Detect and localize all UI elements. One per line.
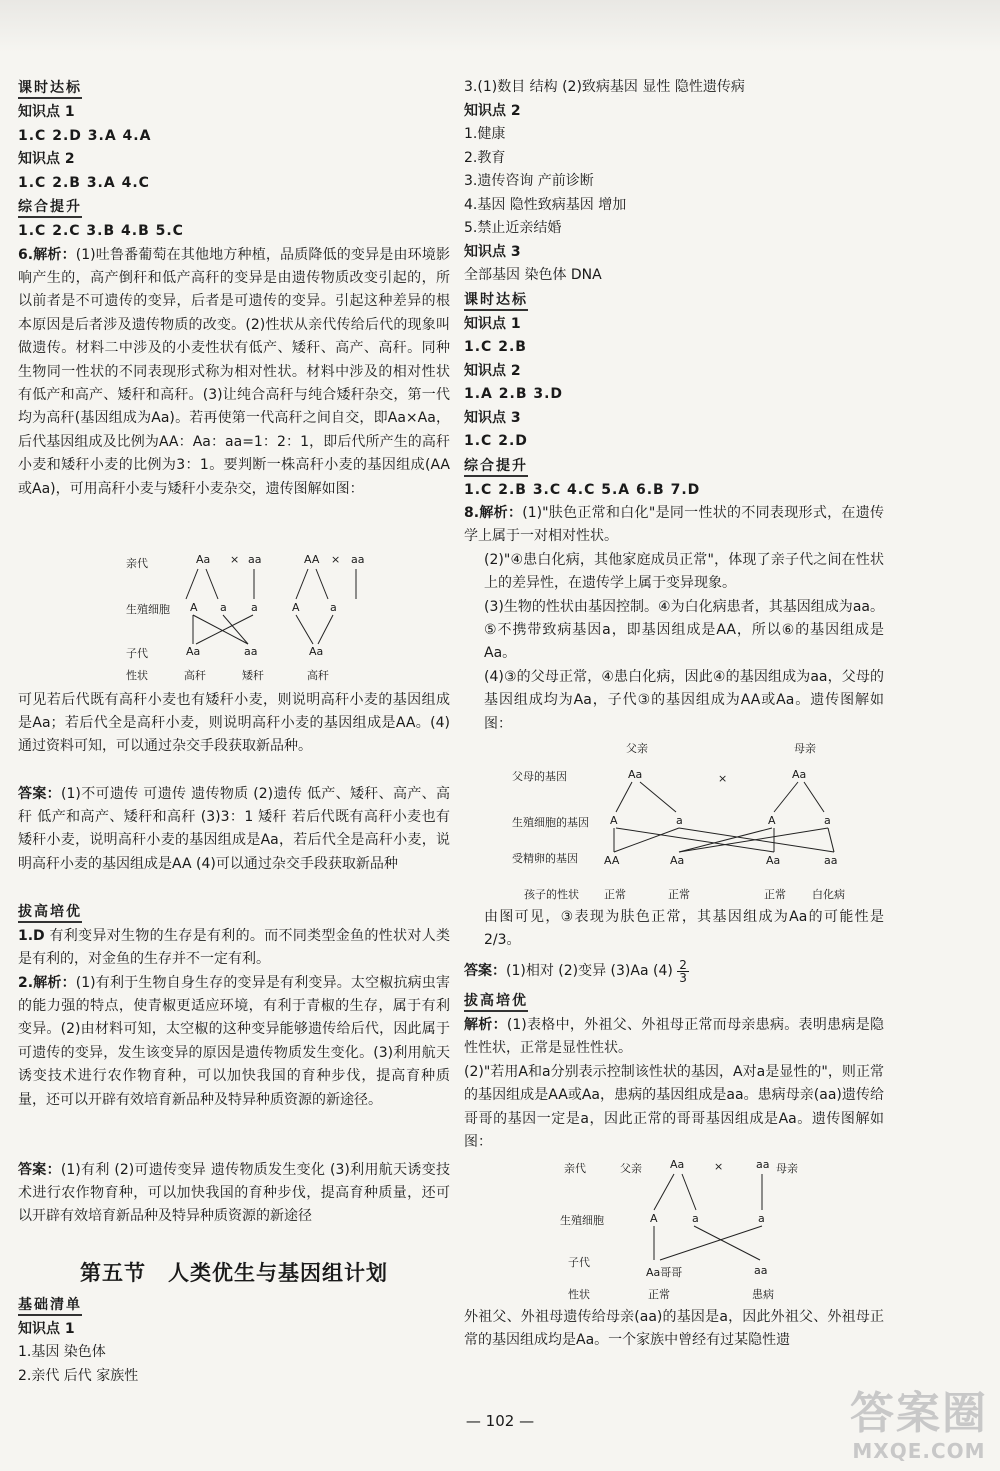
zygote-genotype: AA (604, 854, 620, 867)
extension-explanation: 解析：(1)表格中，外祖父、外祖母正常而母亲患病。表明患病是隐性性状，正常是显性性状。 (2)"若用A和a分别表示控制该性状的基因，A对a是显性的"，则正常的基因组成是AA或Aa，患病的基因组成是aa。患病母亲(aa)遗传给哥哥的基因一定是a，因此正常的哥哥基因组成是Aa。遗传图解如图： (464, 1017, 884, 1151)
answer-line: 4.基因 隐性致病基因 增加 (464, 196, 627, 213)
knowledge-point-heading: 知识点 1 (464, 315, 521, 332)
mother-label: 母亲 (776, 1162, 798, 1175)
offspring-genotype: Aa (309, 644, 324, 658)
zygote-genotype: Aa (766, 854, 781, 867)
answer-line: 1.基因 染色体 (18, 1344, 106, 1360)
genotype: Aa (628, 768, 643, 781)
row-label-trait: 性状 (126, 668, 148, 682)
knowledge-point-heading: 知识点 3 (464, 243, 521, 260)
gamete: A (190, 600, 198, 614)
trait: 高秆 (184, 668, 206, 682)
row-label-zygotes: 受精卵的基因 (512, 852, 578, 865)
answer-line: 3.(1)数目 结构 (2)致病基因 显性 隐性遗传病 (464, 79, 745, 95)
knowledge-point-heading: 知识点 1 (18, 104, 75, 120)
genotype: Aa (792, 768, 807, 781)
question-8-explanation: 8.解析：(1)"肤色正常和白化"是同一性状的不同表现形式，在遗传学上属于一对相对性状。 (2)"④患白化病，其他家庭成员正常"，体现了亲子代之间在性状上的差异性，在遗传学上属于变异现象。 (3)生物的性状由基因控制。④为白化病患者，其基因组成为aa。⑤不携带致病基因a，即基因组成是AA，所以⑥的基因组成是Aa。 (4)③的父母正常，④患白化病，因此④的基因组成为aa，父母的基因组成均为Aa，子代③的基因组成为AA或Aa。遗传图解如图： (464, 505, 884, 732)
genetic-diagram-albinism (464, 738, 884, 906)
answer-line: 1.C 2.D 3.A 4.A (18, 127, 152, 144)
question-8-conclusion: 由图可见，③表现为肤色正常，其基因组成为Aa的可能性是2/3。 (484, 909, 884, 949)
knowledge-point-heading: 知识点 2 (464, 102, 521, 119)
genotype: aa (351, 552, 365, 566)
extension-question-2: 2.解析：(1)有利于生物自身生存的变异是有利变异。太空椒抗病虫害的能力强的特点，使青椒更适应环境，有利于青椒的生存，属于有利变异。(2)由材料可知，太空椒的这种变异能够遗传给后代，因此属于可遗传的变异，发生该变异的原因是遗传物质发生变化。(3)利用航天诱变技术进行农作物育种，可以加快我国的育种步伐，提高育种质量，还可以开辟有效培育新品种及特异种质资源的新途径。 (18, 974, 450, 1108)
answer-line: 全部基因 染色体 DNA (464, 267, 602, 283)
gamete: a (758, 1212, 765, 1225)
gamete: A (768, 814, 776, 827)
mother-label: 母亲 (794, 742, 816, 755)
row-label-offspring: 子代 (568, 1256, 590, 1269)
answer-line: 1.A 2.B 3.D (464, 386, 564, 402)
father-label: 父亲 (626, 742, 648, 755)
trait: 正常 (764, 888, 786, 901)
answer-line: 1.健康 (464, 126, 506, 142)
zygote-genotype: Aa (670, 854, 685, 867)
knowledge-point-heading: 知识点 2 (464, 362, 521, 379)
answer-line: 5.禁止近亲结婚 (464, 220, 562, 236)
right-column (464, 76, 884, 1376)
answer-line: 1.C 2.B 3.C 4.C 5.A 6.B 7.D (464, 481, 701, 498)
watermark-site: MXQE.COM (852, 1439, 986, 1463)
answer-line: 1.C 2.C 3.B 4.B 5.C (18, 223, 184, 239)
offspring-genotype: Aa (186, 644, 201, 658)
question-6-continued: 可见若后代既有高秆小麦也有矮秆小麦，则说明高秆小麦的基因组成是Aa；若后代全是高秆小麦，则说明高秆小麦的基因组成是AA。(4)通过资料可知，可以通过杂交手段获取新品种。 (18, 691, 450, 755)
chapter-title: 第五节 人类优生与基因组计划 (80, 1260, 388, 1285)
trait: 正常 (668, 888, 690, 901)
row-label-gamete: 生殖细胞 (560, 1214, 604, 1227)
question-8-answer: 答案：(1)相对 (2)变异 (3)Aa (4) $\frac{2}{3}$ (464, 957, 687, 985)
genotype: AA (304, 552, 320, 566)
trait: 高秆 (307, 668, 329, 682)
diagram-arrows (464, 1154, 884, 1306)
answer-line: 2.亲代 后代 家族性 (18, 1367, 139, 1384)
row-label-parents: 父母的基因 (512, 770, 567, 783)
trait: 患病 (752, 1288, 774, 1301)
gamete: a (220, 600, 227, 614)
gamete: a (824, 814, 831, 827)
extension-question-1: 1.D 有利变异对生物的生存是有利的。而不同类型金鱼的性状对人类是有利的，对金鱼的生存并不一定有利。 (18, 927, 450, 967)
section-heading: 课时达标 (464, 288, 884, 313)
trait: 正常 (648, 1288, 670, 1301)
knowledge-point-heading: 知识点 3 (464, 409, 521, 426)
answer-line: 2.教育 (464, 149, 506, 166)
trait: 白化病 (812, 888, 845, 901)
section-heading: 综合提升 (18, 195, 450, 220)
gamete: a (330, 600, 337, 614)
genetic-diagram-pedigree (464, 1154, 884, 1306)
section-heading: 课时达标 (18, 76, 450, 101)
knowledge-point-heading: 知识点 1 (18, 1320, 75, 1337)
extension-continued: 外祖父、外祖母遗传给母亲(aa)的基因是a，因此外祖父、外祖母正常的基因组成均是Aa。一个家族中曾经有过某隐性遗 (464, 1309, 884, 1349)
offspring-genotype: aa (244, 644, 258, 658)
section-heading: 综合提升 (464, 454, 884, 479)
gamete: A (610, 814, 618, 827)
watermark-logo (850, 1389, 988, 1463)
row-label-trait: 性状 (568, 1288, 590, 1301)
answer-line: 1.C 2.B 3.A 4.C (18, 174, 150, 191)
gamete: a (692, 1212, 699, 1225)
row-label-offspring: 子代 (126, 646, 148, 660)
cross-symbol: × (718, 772, 728, 785)
genotype: aa (248, 552, 262, 566)
cross-symbol: × (230, 552, 240, 566)
left-column (18, 76, 450, 1388)
zygote-genotype: aa (824, 854, 838, 867)
father-label: 父亲 (620, 1162, 642, 1175)
trait: 矮秆 (242, 668, 264, 682)
section-heading: 拔高培优 (18, 900, 450, 925)
diagram-arrows (18, 549, 450, 689)
genetic-diagram-wheat (18, 549, 450, 689)
offspring-genotype: aa (754, 1264, 768, 1277)
genotype: Aa (670, 1158, 685, 1171)
answer-line: 1.C 2.B (464, 339, 527, 355)
cross-symbol: × (714, 1160, 724, 1173)
answer-line: 3.遗传咨询 产前诊断 (464, 173, 594, 189)
row-label-traits: 孩子的性状 (524, 888, 579, 901)
extension-question-2-answer: 答案：(1)有利 (2)可遗传变异 遗传物质发生变化 (3)利用航天诱变技术进行农作物育种，可以加快我国的育种步伐，提高育种质量，还可以开辟有效培育新品种及特异种质资源的新途径 (18, 1161, 450, 1225)
question-6-explanation: 6.解析：(1)吐鲁番葡萄在其他地方种植，品质降低的变异是由环境影响产生的，高产倒秆和低产高秆的变异是由遗传物质改变引起的，所以前者是不可遗传的变异，后者是可遗传的变异。引起这种差异的根本原因是后者涉及遗传物质的改变。(2)性状从亲代传给后代的现象叫做遗传。材料二中涉及的小麦性状有低产、矮秆、高产、高秆。同种生物同一性状的不同表现形式称为相对性状。材料中涉及的相对性状有低产和高产、矮秆和高秆。(3)让纯合高秆与纯合矮秆杂交，第一代均为高秆(基因组成为Aa)。若再使第一代高秆之间自交，即Aa×Aa，后代基因组成及比例为AA：Aa：aa=1：2：1，即后代所产生的高秆小麦和矮秆小麦的比例为3：1。要判断一株高秆小麦的基因组成(AA或Aa)，可用高秆小麦与矮秆小麦杂交，遗传图解如图： (18, 246, 450, 497)
fraction: $\frac{2}{3}$ (679, 957, 687, 985)
answer-line: 1.C 2.D (464, 433, 528, 449)
section-heading: 基础清单 (18, 1293, 450, 1318)
gamete: a (676, 814, 683, 827)
row-label-parent: 亲代 (126, 556, 148, 570)
offspring-genotype: Aa哥哥 (646, 1266, 683, 1279)
row-label-gametes: 生殖细胞的基因 (512, 816, 589, 829)
genotype: Aa (196, 552, 211, 566)
question-6-answer: 答案：(1)不可遗传 可遗传 遗传物质 (2)遗传 低产、矮秆、高产、高秆 低产和高产、矮秆和高秆 (3)3：1 矮秆 若后代既有高秆小麦也有矮秆小麦，说明高秆小麦的基因组成是Aa，若后代全是高秆小麦，说明高秆小麦的基因组成是AA (4)可以通过杂交手段获取新品种 (18, 785, 450, 872)
genotype: aa (756, 1158, 770, 1171)
page-top-band (0, 0, 1000, 52)
page-number: — 102 — (465, 1412, 535, 1430)
gamete: a (251, 600, 258, 614)
gamete: A (650, 1212, 658, 1225)
watermark-title: 答案圈 (850, 1388, 988, 1439)
cross-symbol: × (331, 552, 341, 566)
gamete: A (292, 600, 300, 614)
section-heading: 拔高培优 (464, 989, 884, 1014)
row-label-gamete: 生殖细胞 (126, 602, 170, 616)
trait: 正常 (604, 888, 626, 901)
row-label-parent: 亲代 (564, 1162, 586, 1175)
knowledge-point-heading: 知识点 2 (18, 151, 75, 167)
